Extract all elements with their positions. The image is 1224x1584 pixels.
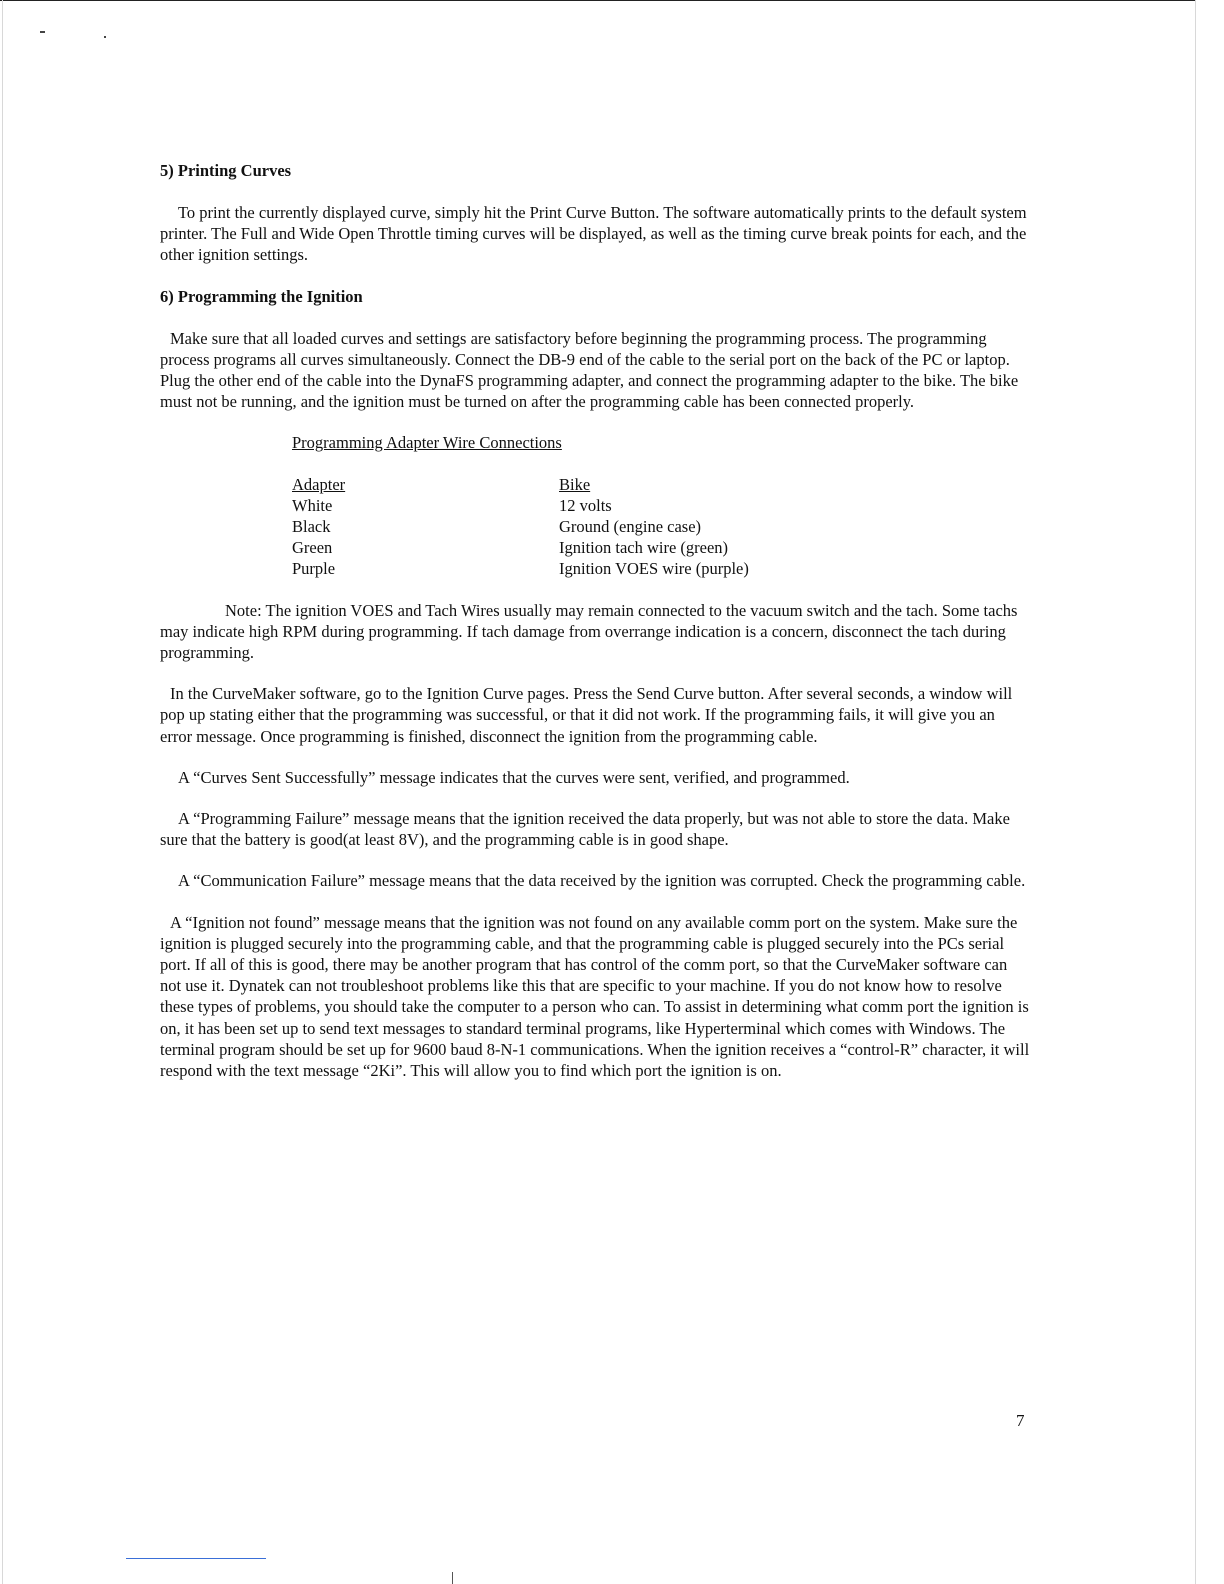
curvemaker-paragraph: In the CurveMaker software, go to the Ignition Curve pages. Press the Send Curve button. After several seconds, a window will pop up stating either that the programming was successful, or that it did not work. If the programming fails, it will give you an error message. Once programming is finished, disconnect the ignition from the programming cable. [160, 684, 1013, 746]
table-row [292, 495, 749, 516]
wire-connections-title: Programming Adapter Wire Connections [292, 433, 562, 453]
scan-right-edge [1195, 0, 1196, 1584]
wire-connections-table [292, 474, 749, 580]
footer-tick [452, 1572, 453, 1584]
bike-column-header: Bike [559, 474, 591, 494]
adapter-cell: Black [292, 517, 331, 537]
communication-failure-paragraph: A “Communication Failure” message means that the data received by the ignition was corrupted. Check the programming cable. [178, 871, 1026, 891]
adapter-cell: White [292, 495, 333, 515]
note-paragraph: Note: The ignition VOES and Tach Wires usually may remain connected to the vacuum switch and the tach. Some tachs may indicate high RPM during programming. If tach damage from overrange indication is a concern, disconnect the tach during programming. [160, 600, 1018, 663]
table-row [292, 516, 749, 537]
scan-speck [104, 36, 106, 38]
footer-rule [126, 1558, 266, 1559]
adapter-cell: Purple [292, 559, 336, 579]
document-body [160, 160, 1030, 1081]
success-message-paragraph: A “Curves Sent Successfully” message indicates that the curves were sent, verified, and programmed. [178, 767, 850, 787]
scan-speck [40, 31, 45, 33]
table-row [292, 537, 749, 558]
adapter-column-header: Adapter [292, 474, 346, 494]
ignition-not-found-paragraph: A “Ignition not found” message means that the ignition was not found on any available comm port on the system. Make sure the ignition is plugged securely into the programming cable, and that the programming cable is plugged securely into the PCs serial port. If all of this is good, there may be another program that has control of the comm port, so that the CurveMaker software can not use it. Dynatek can not troubleshoot problems like this that are specific to your machine. If you do not know how to resolve these types of problems, you should take the computer to a person who can. To assist in determining what comm port the ignition is on, it has been set up to send text messages to standard terminal programs, like Hyperterminal which comes with Windows. The terminal program should be set up for 9600 baud 8-N-1 communications. When the ignition receives a “control-R” character, it will respond with the text message “2Ki”. This will allow you to find which port the ignition is on. [160, 912, 1030, 1081]
bike-cell: Ignition VOES wire (purple) [559, 559, 749, 579]
bike-cell: Ground (engine case) [559, 517, 702, 537]
adapter-cell: Green [292, 538, 333, 558]
bike-cell: 12 volts [559, 495, 612, 515]
wire-connections-block [292, 432, 1030, 579]
scan-top-edge [0, 0, 1196, 1]
programming-failure-paragraph: A “Programming Failure” message means that the ignition received the data properly, but was not able to store the data. Make sure that the battery is good(at least 8V), and the programming cable is in good shape. [160, 809, 1010, 850]
printing-curves-paragraph: To print the currently displayed curve, simply hit the Print Curve Button. The software automatically prints to the default system printer. The Full and Wide Open Throttle timing curves will be displayed, as well as the timing curve break points for each, and the other ignition settings. [160, 203, 1027, 265]
section-heading-programming-ignition: 6) Programming the Ignition [160, 286, 363, 306]
bike-cell: Ignition tach wire (green) [559, 538, 729, 558]
table-header-row [292, 474, 749, 495]
page-number: 7 [1016, 1411, 1025, 1430]
programming-intro-paragraph: Make sure that all loaded curves and settings are satisfactory before beginning the programming process. The programming process programs all curves simultaneously. Connect the DB-9 end of the cable to the serial port on the back of the PC or laptop. Plug the other end of the cable into the DynaFS programming adapter, and connect the programming adapter to the bike. The bike must not be running, and the ignition must be turned on after the programming cable has been connected properly. [160, 328, 1019, 412]
table-row [292, 558, 749, 579]
scan-left-edge [2, 0, 3, 1584]
section-heading-printing-curves: 5) Printing Curves [160, 161, 292, 180]
